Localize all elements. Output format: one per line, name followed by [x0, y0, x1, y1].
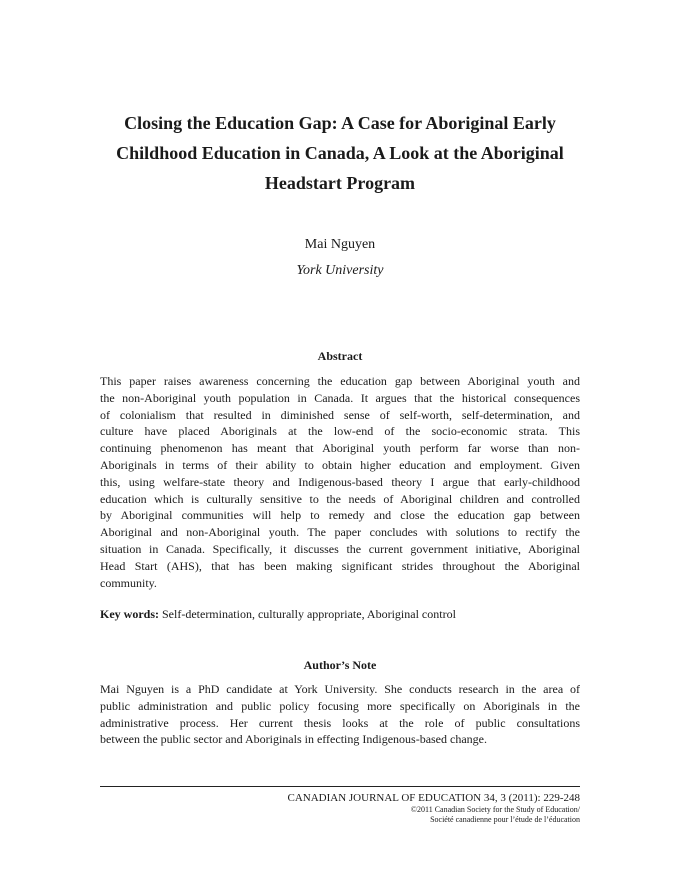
abstract-line: This paper raises awareness concerning the education gap between Aboriginal youth and: [100, 374, 580, 388]
copyright-line: ©2011 Canadian Society for the Study of Education/: [410, 805, 580, 814]
journal-citation: CANADIAN JOURNAL OF EDUCATION 34, 3 (2011): 229-248: [287, 792, 580, 804]
abstract-line: by Aboriginal communities will help to remedy and close the education gap between: [100, 508, 580, 523]
abstract-line: of colonialism that resulted in diminished sense of self-worth, self-determination, and: [100, 407, 580, 422]
authors-note-heading: Author’s Note: [303, 658, 377, 672]
author-affiliation: York University: [296, 263, 384, 278]
abstract-line: the non-Aboriginal youth population in Canada. It argues that the historical consequences: [100, 390, 580, 405]
keywords-text: Self-determination, culturally appropriate, Aboriginal control: [162, 607, 456, 621]
footer-rule: [100, 786, 580, 787]
authors-note-line: between the public sector and Aboriginals in effecting Indigenous-based change.: [100, 732, 487, 747]
title-line: Headstart Program: [264, 173, 416, 193]
abstract-line: continuing phenomenon has meant that Aboriginal youth perform far worse than non-: [100, 441, 580, 456]
authors-note-line: public administration and public policy focusing more specifically on Aboriginals in the: [100, 698, 580, 713]
title-line: Childhood Education in Canada, A Look at the Aboriginal: [116, 143, 564, 163]
keywords: [100, 606, 580, 622]
abstract-line: Aboriginals in terms of their ability to obtain higher education and employment. Given: [100, 457, 580, 472]
title-line: Closing the Education Gap: A Case for Aboriginal Early: [124, 113, 556, 133]
abstract-line: education which is culturally sensitive to the needs of Aboriginal children and controlled: [100, 491, 580, 506]
abstract-line: Aboriginal and non-Aboriginal youth. The paper concludes with solutions to rectify the: [100, 525, 580, 540]
abstract-line: Head Start (AHS), that has been making significant strides throughout the Aboriginal: [100, 558, 580, 573]
abstract-heading: Abstract: [317, 349, 363, 363]
abstract-line: situation in Canada. Specifically, it discusses the current government initiative, Aboriginal: [100, 541, 580, 556]
society-french-name: Société canadienne pour l’étude de l’éducation: [430, 815, 580, 824]
abstract-line: culture have placed Aboriginals at the low-end of the socio-economic strata. This: [100, 424, 580, 439]
author-name: Mai Nguyen: [304, 237, 376, 252]
abstract-body: [100, 373, 580, 591]
authors-note-line: administrative process. Her current thesis looks at the role of public consultations: [100, 715, 580, 730]
paper-title: [100, 108, 580, 198]
abstract-line: community.: [100, 575, 157, 590]
abstract-line: this, using welfare-state theory and Indigenous-based theory I argue that early-childhood: [100, 474, 580, 489]
authors-note-line: Mai Nguyen is a PhD candidate at York University. She conducts research in the area of: [100, 682, 580, 696]
authors-note-body: [100, 681, 580, 748]
keywords-label: Key words:: [100, 607, 159, 621]
